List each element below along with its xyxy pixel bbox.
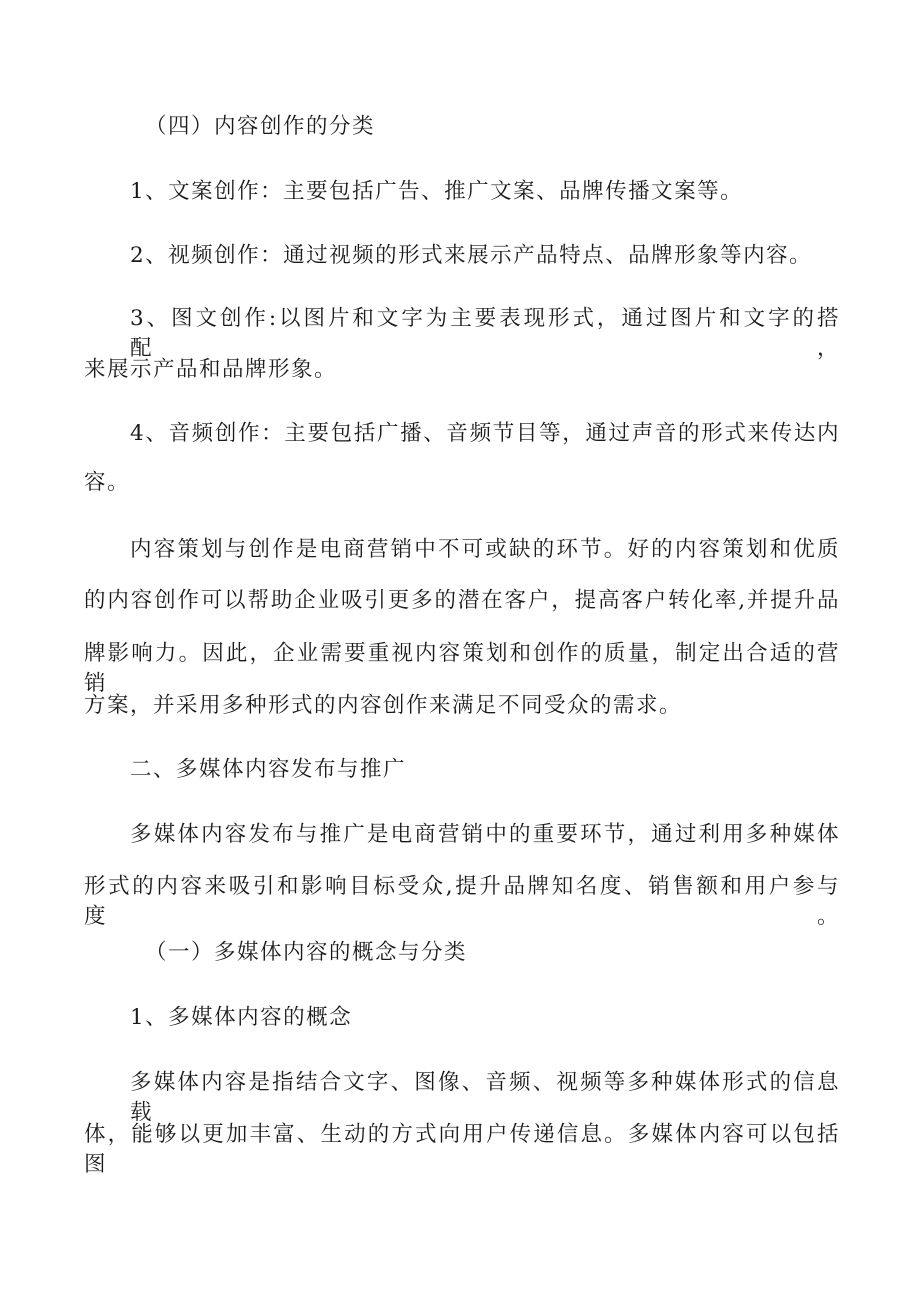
list-item-video: 2、视频创作：通过视频的形式来展示产品特点、品牌形象等内容。 [130,243,813,268]
paragraph-summary-line2: 的内容创作可以帮助企业吸引更多的潜在客户，提高客户转化率,并提升品 [84,588,840,613]
list-item-image-text-line1: 3、图文创作:以图片和文字为主要表现形式，通过图片和文字的搭配， [130,306,840,361]
section-heading-multimedia: 二、多媒体内容发布与推广 [130,757,407,782]
list-item-audio-line1: 4、音频创作：主要包括广播、音频节目等，通过声音的形式来传达内 [130,421,840,446]
paragraph-multimedia-line2: 形式的内容来吸引和影响目标受众,提升品牌知名度、销售额和用户参与度。 [84,874,840,929]
subheading-multimedia-concept-classification: （一）多媒体内容的概念与分类 [145,940,468,965]
paragraph-concept-line1: 多媒体内容是指结合文字、图像、音频、视频等多种媒体形式的信息载 [130,1070,840,1125]
list-item-copywriting: 1、文案创作：主要包括广告、推广文案、品牌传播文案等。 [130,179,744,204]
subheading-multimedia-concept: 1、多媒体内容的概念 [130,1005,353,1030]
subheading-content-creation-categories: （四）内容创作的分类 [145,114,376,139]
paragraph-multimedia-line1: 多媒体内容发布与推广是电商营销中的重要环节，通过利用多种媒体 [130,822,840,847]
list-item-image-text-line2: 来展示产品和品牌形象。 [84,357,338,382]
paragraph-summary-line3: 牌影响力。因此，企业需要重视内容策划和创作的质量，制定出合适的营销 [84,641,840,696]
paragraph-summary-line1: 内容策划与创作是电商营销中不可或缺的环节。好的内容策划和优质 [130,537,840,562]
paragraph-summary-line4: 方案，并采用多种形式的内容创作来满足不同受众的需求。 [84,693,683,718]
list-item-audio-line2: 容。 [84,470,131,495]
paragraph-concept-line2: 体，能够以更加丰富、生动的方式向用户传递信息。多媒体内容可以包括图 [84,1122,840,1177]
